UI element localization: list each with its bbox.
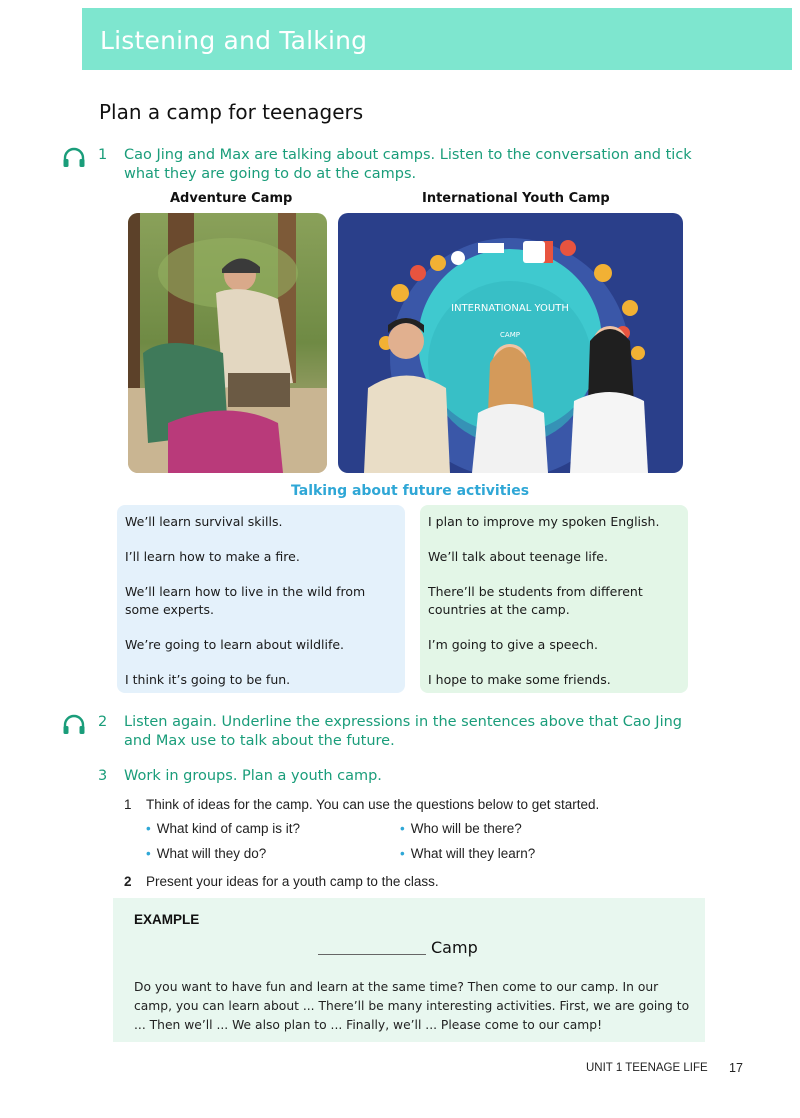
adventure-camp-photo [128,213,327,473]
international-expressions-box [420,505,688,693]
footer-unit: UNIT 1 TEENAGE LIFE [586,1062,708,1074]
question-bullet [146,846,266,861]
section-title: Listening and Talking [100,26,368,55]
example-camp-title: Camp [431,938,478,957]
adventure-expression: We’ll learn how to live in the wild from some experts. [125,584,366,617]
question-text: Who will be there? [410,821,522,836]
example-box [113,898,705,1042]
international-expression: We’ll talk about teenage life. [428,549,608,564]
international-expression: I plan to improve my spoken English. [428,514,660,529]
step-1-number: 1 [124,797,132,812]
task-3 [62,767,762,787]
question-bullet [400,846,535,861]
question-text: What will they do? [156,846,267,861]
emblem-text: INTERNATIONAL YOUTH [451,303,569,314]
adventure-camp-label: Adventure Camp [170,191,293,206]
international-expression: I’m going to give a speech. [428,637,598,652]
emblem-subtext: CAMP [500,331,520,339]
step-1-text: Think of ideas for the camp. You can use the questions below to get started. [146,797,600,812]
future-activities-heading: Talking about future activities [291,483,530,499]
example-label: EXAMPLE [134,912,200,927]
step-2-number: 2 [124,874,132,889]
task-2-number: 2 [98,714,108,730]
international-camp-photo [338,213,683,473]
adventure-expression: We’re going to learn about wildlife. [125,637,345,652]
question-bullet [400,821,522,836]
task-2-text: Listen again. Underline the expressions in the sentences above that Cao Jing and Max use to talk about the future. [124,714,682,749]
header-banner [82,8,792,70]
adventure-expression: We’ll learn survival skills. [125,514,283,529]
question-text: What kind of camp is it? [156,821,301,836]
headphones-icon[interactable] [62,147,86,169]
question-text: What will they learn? [410,846,536,861]
headphones-icon[interactable] [62,714,86,736]
international-expression: I hope to make some friends. [428,672,611,687]
page-number: 17 [729,1061,743,1075]
task-1 [62,146,762,186]
task-3-number: 3 [98,768,108,784]
question-bullet [146,821,300,836]
lesson-subtitle: Plan a camp for teenagers [99,100,364,124]
task-3-text: Work in groups. Plan a youth camp. [124,768,382,784]
adventure-expressions-box [117,505,405,693]
adventure-expression: I think it’s going to be fun. [125,672,291,687]
task-1-text: Cao Jing and Max are talking about camps. Listen to the conversation and tick what they are going to do at the camps. [124,147,692,182]
task-1-number: 1 [98,147,108,163]
international-camp-label: International Youth Camp [422,191,610,206]
international-expression: There’ll be students from different countries at the camp. [428,584,643,617]
camp-name-blank [318,954,426,955]
step-2-text: Present your ideas for a youth camp to the class. [146,874,439,889]
example-text: Do you want to have fun and learn at the same time? Then come to our camp. In our camp, you can learn about ... There’ll be many interesting activities. First, we are going to ... Then we’ll ... We also plan to ... Finally, we’ll ... Please come to our camp! [134,980,690,1032]
task-2 [62,713,762,753]
adventure-expression: I’ll learn how to make a fire. [125,549,300,564]
